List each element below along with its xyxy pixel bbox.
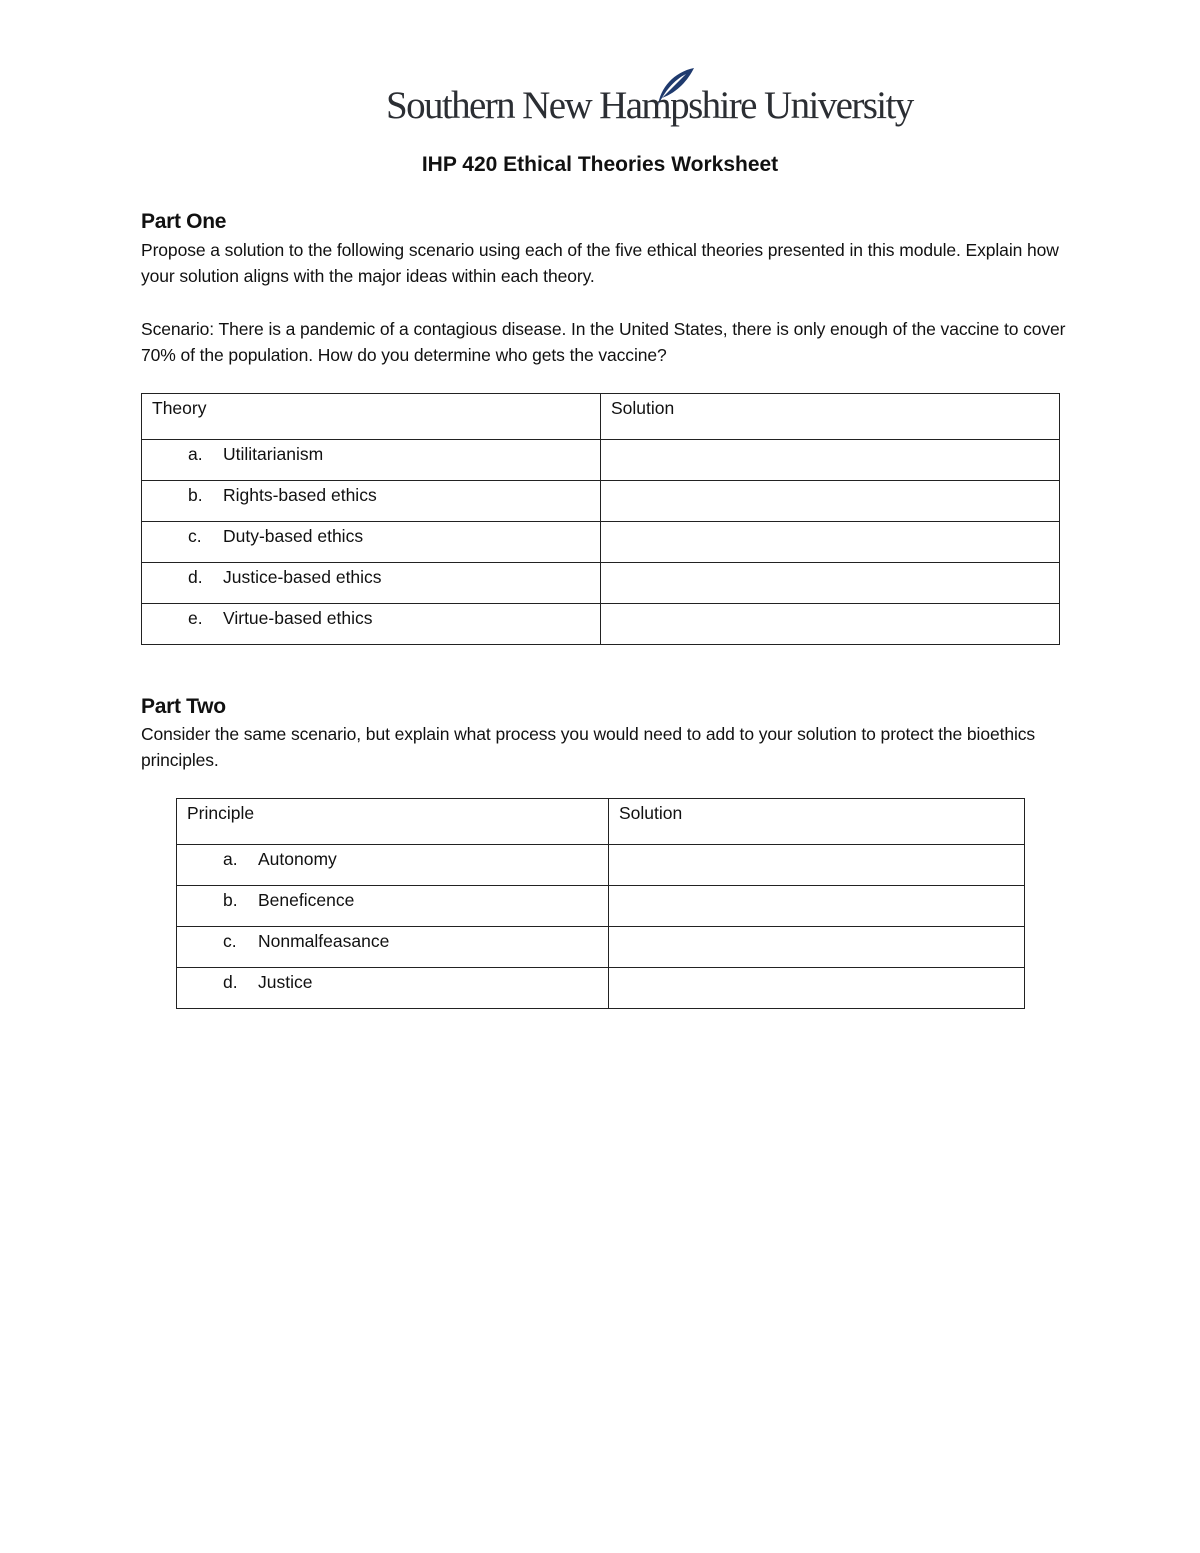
principle-table xyxy=(176,798,1025,1009)
table-row xyxy=(142,522,1060,563)
list-marker: c. xyxy=(188,526,202,546)
theory-label-justice-based: Justice-based ethics xyxy=(223,567,382,587)
table-row xyxy=(177,927,1025,968)
page-title: IHP 420 Ethical Theories Worksheet xyxy=(421,153,779,176)
logo-wordmark: Southern New Hampshire University xyxy=(386,84,913,127)
list-marker: d. xyxy=(188,567,203,587)
principle-label-autonomy: Autonomy xyxy=(258,849,337,869)
header-principle: Principle xyxy=(177,799,609,845)
solution-cell[interactable] xyxy=(601,440,1060,481)
solution-cell[interactable] xyxy=(609,927,1025,968)
part-two-instructions: Consider the same scenario, but explain what process you would need to add to your solution to protect the bioethics principles. xyxy=(141,724,1036,770)
part-two-heading: Part Two xyxy=(141,695,226,718)
header-solution: Solution xyxy=(601,394,1060,440)
table-header-row xyxy=(142,394,1060,440)
solution-cell[interactable] xyxy=(601,481,1060,522)
solution-cell[interactable] xyxy=(601,522,1060,563)
table-row xyxy=(177,845,1025,886)
solution-cell[interactable] xyxy=(609,886,1025,927)
theory-label-utilitarianism: Utilitarianism xyxy=(223,444,324,464)
list-marker: b. xyxy=(223,890,238,910)
solution-cell[interactable] xyxy=(609,968,1025,1009)
header-solution: Solution xyxy=(609,799,1025,845)
list-marker: c. xyxy=(223,931,237,951)
principle-label-justice: Justice xyxy=(258,972,313,992)
solution-cell[interactable] xyxy=(601,563,1060,604)
theory-table xyxy=(141,393,1060,645)
table-row xyxy=(142,563,1060,604)
snhu-logo xyxy=(386,66,913,138)
principle-label-nonmalfeasance: Nonmalfeasance xyxy=(258,931,390,951)
table-header-row xyxy=(177,799,1025,845)
list-marker: d. xyxy=(223,972,238,992)
table-row xyxy=(177,968,1025,1009)
table-row xyxy=(142,481,1060,522)
principle-label-beneficence: Beneficence xyxy=(258,890,355,910)
header-theory: Theory xyxy=(142,394,601,440)
solution-cell[interactable] xyxy=(609,845,1025,886)
solution-cell[interactable] xyxy=(601,604,1060,645)
theory-label-duty-based: Duty-based ethics xyxy=(223,526,364,546)
table-row xyxy=(142,604,1060,645)
table-row xyxy=(177,886,1025,927)
theory-label-rights-based: Rights-based ethics xyxy=(223,485,377,505)
scenario-text: Scenario: There is a pandemic of a contagious disease. In the United States, there is only enough of the vaccine to cover 70% of the population. How do you determine who gets the vaccine? xyxy=(141,319,1066,365)
table-row xyxy=(142,440,1060,481)
theory-label-virtue-based: Virtue-based ethics xyxy=(223,608,373,628)
list-marker: e. xyxy=(188,608,203,628)
list-marker: b. xyxy=(188,485,203,505)
list-marker: a. xyxy=(223,849,238,869)
part-one-heading: Part One xyxy=(141,210,227,233)
part-one-instructions: Propose a solution to the following scenario using each of the five ethical theories presented in this module. Explain how your solution aligns with the major ideas within each theory. xyxy=(141,240,1059,286)
list-marker: a. xyxy=(188,444,203,464)
